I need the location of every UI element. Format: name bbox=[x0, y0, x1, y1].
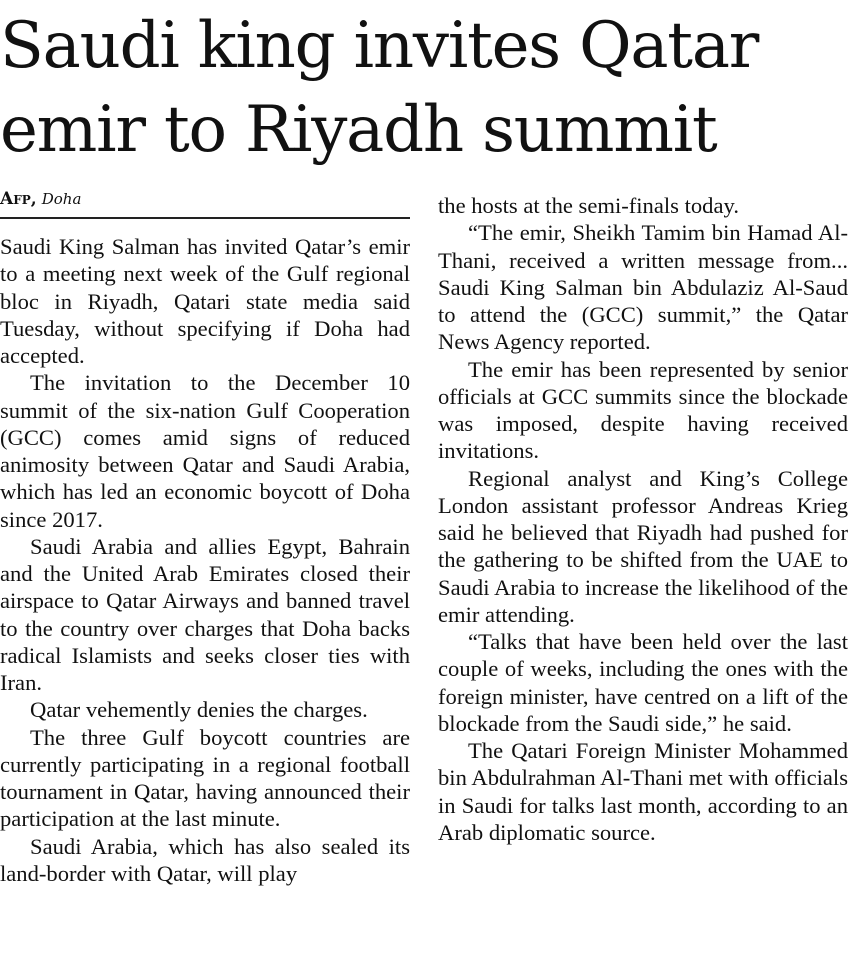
paragraph: The three Gulf boycott countries are currently participating in a regional football tournament in Qatar, having announced their participation at the last minute. bbox=[0, 724, 410, 832]
byline-agency: Afp, bbox=[0, 189, 37, 209]
headline-line-1: Saudi king invites Qatar bbox=[0, 9, 759, 83]
paragraph: The invitation to the December 10 summit of the six-nation Gulf Cooperation (GCC) comes amid signs of reduced animosity between Qatar and Saudi Arabia, which has led an economic boycott of Doha since 2017. bbox=[0, 370, 410, 532]
paragraph: the hosts at the semi-finals today. bbox=[438, 193, 739, 218]
paragraph: “Talks that have been held over the last couple of weeks, including the ones with the foreign minister, have centred on a lift of the blockade from the Saudi side,” he said. bbox=[438, 629, 848, 736]
article-column-right bbox=[438, 192, 848, 846]
paragraph: Qatar vehemently denies the charges. bbox=[30, 697, 368, 723]
paragraph: Regional analyst and King’s College London assistant professor Andreas Krieg said he believed that Riyadh had pushed for the gathering to be shifted from the UAE to Saudi Arabia to increase the likelihood of the emir attending. bbox=[438, 465, 848, 627]
paragraph: The Qatari Foreign Minister Mohammed bin Abdulrahman Al-Thani met with officials in Saudi for talks last month, according to an Arab diplomatic source. bbox=[438, 738, 848, 845]
paragraph: “The emir, Sheikh Tamim bin Hamad Al-Thani, received a written message from... Saudi King Salman bin Abdulaziz Al-Saud to attend the (GCC) summit,” the Qatar News Agency reported. bbox=[438, 220, 848, 355]
headline bbox=[0, 4, 848, 172]
byline bbox=[0, 188, 410, 219]
paragraph: Saudi Arabia and allies Egypt, Bahrain and the United Arab Emirates closed their airspace to Qatar Airways and banned travel to the country over charges that Doha backs radical Islamists and seeks closer ties with Iran. bbox=[0, 533, 410, 695]
paragraph: Saudi King Salman has invited Qatar’s emir to a meeting next week of the Gulf regional bloc in Riyadh, Qatari state media said Tuesday, without specifying if Doha had accepted. bbox=[0, 234, 410, 368]
paragraph: The emir has been represented by senior officials at GCC summits since the blockade was imposed, despite having received invitations. bbox=[438, 356, 848, 464]
paragraph: Saudi Arabia, which has also sealed its land-border with Qatar, will play bbox=[0, 833, 410, 886]
article-column-left bbox=[0, 233, 410, 887]
byline-city: Doha bbox=[41, 190, 82, 208]
headline-line-2: emir to Riyadh summit bbox=[0, 93, 717, 167]
